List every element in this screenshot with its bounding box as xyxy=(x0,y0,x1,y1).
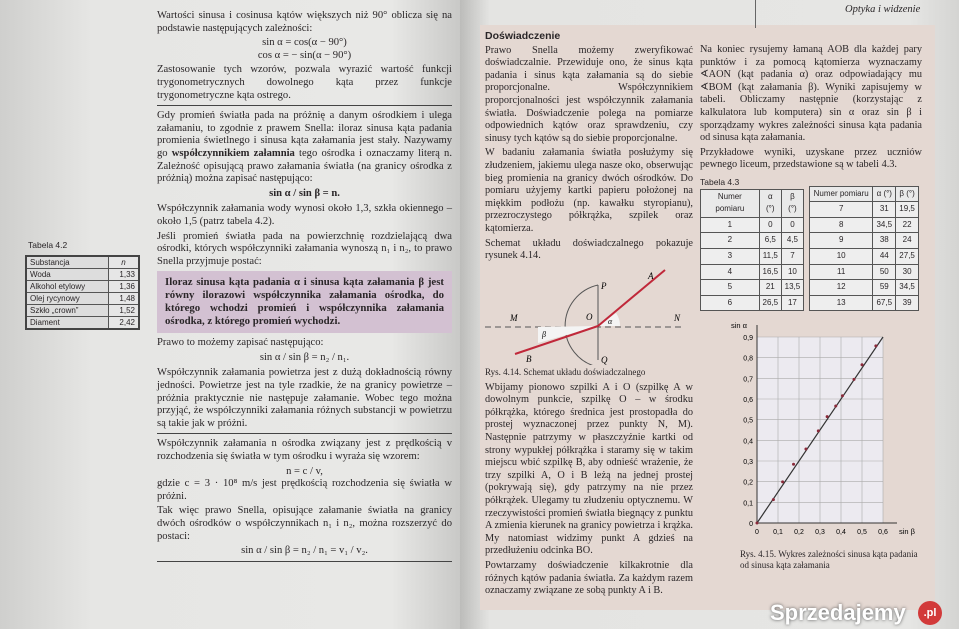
x-tick-label: 0,1 xyxy=(773,529,783,537)
data-point xyxy=(781,481,784,484)
table-row xyxy=(26,293,139,305)
table-row xyxy=(701,248,804,264)
table-cell: 11 xyxy=(810,264,873,280)
table-row xyxy=(26,305,139,317)
table-cell: 5 xyxy=(701,280,760,296)
y-tick-label: 0,2 xyxy=(743,479,753,487)
data-point xyxy=(792,463,795,466)
table-cell: Woda xyxy=(26,269,109,281)
table-cell: 8 xyxy=(810,217,873,233)
paragraph: Na koniec rysujemy łamaną AOB dla każdej pary punktów i za pomocą kątomierza wyznaczamy ∢AON (kąt padania α) oraz odpowiadający mu ∢BOM (kąt załamania β). Wyniki zapisujemy w tabeli. Obliczamy następnie (korzystając z kalkulatora lub komputera) sin α oraz sin β i sporządzamy wykres zależności sinusa kąta padania od sinusa kąta załamania. xyxy=(700,44,922,144)
table-row xyxy=(810,264,919,280)
figure-4-14-caption: Rys. 4.14. Schemat układu doświadczalnego xyxy=(485,366,646,377)
x-tick-label: 0,6 xyxy=(878,529,888,537)
table-cell: Olej rycynowy xyxy=(26,293,109,305)
c-text: gdzie c = 3 · 10⁸ m/s jest prędkością rozchodzenia się światła w próżni. xyxy=(157,478,452,502)
data-point xyxy=(804,448,807,451)
label-beta: β xyxy=(542,329,546,339)
figure-4-15-chart xyxy=(722,315,922,547)
x-tick-label: 0 xyxy=(755,529,759,537)
table-row xyxy=(810,295,919,311)
data-point xyxy=(853,378,856,381)
table-cell: 0 xyxy=(781,217,803,233)
table-cell: 1,48 xyxy=(109,293,139,305)
text: Gdy promień światła pada na próżnię a danym ośrodkiem i ulega załamaniu, to zgodnie z prawem Snella: iloraz sinusa kąta padania promienia świetlnego i sinusa kąta załamania jest stały. Nazywamy go xyxy=(157,110,452,159)
data-point xyxy=(826,415,829,418)
table-row xyxy=(810,233,919,249)
label-p: P xyxy=(601,280,607,291)
term: współczynnikiem załamnia xyxy=(171,147,295,159)
table-row xyxy=(26,269,139,281)
table-header xyxy=(701,189,804,217)
y-tick-label: 0 xyxy=(749,521,753,529)
table-cell: 1 xyxy=(701,217,760,233)
table-cell: 31 xyxy=(873,202,896,218)
y-tick-label: 0,7 xyxy=(743,376,753,384)
table-cell: 6 xyxy=(701,295,760,311)
y-tick-label: 0,1 xyxy=(743,500,753,508)
table-cell: 7 xyxy=(810,202,873,218)
header-cell: Numer pomiaru xyxy=(810,186,873,202)
law-callout: Iloraz sinusa kąta padania α i sinusa kąta załamania β jest równy ilorazowi współczynnika załamania ośrodka, do którego wchodzi promień i współczynnika załamania ośrodka, z którego promień wychodzi. xyxy=(157,271,452,333)
data-point xyxy=(861,363,864,366)
divider xyxy=(157,433,452,434)
divider xyxy=(157,561,452,562)
watermark-logo: Sprzedajemy xyxy=(770,600,906,625)
header-rule xyxy=(755,0,756,28)
table-cell: 3 xyxy=(701,248,760,264)
x-tick-label: 0,3 xyxy=(815,529,825,537)
trig-section xyxy=(157,10,452,102)
semicircle-outline xyxy=(565,285,598,365)
table-row xyxy=(701,217,804,233)
y-tick-label: 0,8 xyxy=(743,355,753,363)
data-point xyxy=(756,522,759,525)
left-text-column xyxy=(157,10,452,566)
table-cell: 22 xyxy=(896,217,919,233)
watermark-badge: .pl xyxy=(918,601,942,625)
table-header xyxy=(810,186,919,202)
table-cell: Szkło „crown” xyxy=(26,305,109,317)
table-cell: 19,5 xyxy=(896,202,919,218)
y-tick-label: 0,3 xyxy=(743,459,753,467)
snell-text xyxy=(157,110,452,186)
header-cell: α (°) xyxy=(873,186,896,202)
header-cell: Substancja xyxy=(26,256,109,269)
x-tick-label: 0,4 xyxy=(836,529,846,537)
paragraph: Schemat układu doświadczalnego pokazuje rysunek 4.14. xyxy=(485,237,693,262)
table-row xyxy=(810,202,919,218)
label-alpha: α xyxy=(608,316,613,326)
table-cell: 12 xyxy=(810,280,873,296)
table-row xyxy=(26,281,139,293)
snell-section xyxy=(157,110,452,200)
table-4-3-part1 xyxy=(700,189,804,312)
procedure-text xyxy=(485,382,693,598)
table-row xyxy=(810,280,919,296)
speed-section xyxy=(157,438,452,557)
paragraph: W badaniu załamania światła posłużymy się złudzeniem, jakiemu ulega nasze oko, obserwując bieg promienia na granicy dwóch ośrodków. Do pomiaru użyjemy kartki papieru położonej na miękkim podłożu (np. kawałku styropianu), przezroczystego półkrążka, szpilek oraz kątomierza. xyxy=(485,147,693,234)
table-cell: 17 xyxy=(781,295,803,311)
section-title: Doświadczenie xyxy=(485,30,561,42)
figure-4-14 xyxy=(480,265,690,365)
label-o: O xyxy=(586,311,593,322)
formula: sin α = cos(α − 90°) xyxy=(262,37,347,49)
paragraph: Powtarzamy doświadczenie kilkakrotnie dla różnych kątów padania światła. Za każdym razem oznaczamy związane ze sobą punkty A i B. xyxy=(485,560,693,597)
formula: n = c / v, xyxy=(286,465,323,477)
y-tick-label: 0,9 xyxy=(743,335,753,343)
table-cell: 9 xyxy=(810,233,873,249)
table-cell: 1,52 xyxy=(109,305,139,317)
right-column-1 xyxy=(485,30,693,600)
header-cell: β (°) xyxy=(896,186,919,202)
x-axis-label: sin β xyxy=(899,527,915,537)
table-cell: 1,36 xyxy=(109,281,139,293)
table-cell: Diament xyxy=(26,317,109,330)
header-cell: Numer pomiaru xyxy=(701,189,760,217)
table-cell: Alkohol etylowy xyxy=(26,281,109,293)
formula: cos α = − sin(α − 90°) xyxy=(257,49,352,61)
table-cell: 2 xyxy=(701,233,760,249)
law-text: Prawo to możemy zapisać następująco: xyxy=(157,337,324,349)
data-point xyxy=(841,394,844,397)
table-row xyxy=(701,264,804,280)
y-tick-label: 0,5 xyxy=(743,417,753,425)
speed-text: Współczynnik załamania n ośrodka związany jest z prędkością v rozchodzenia się światła w tym ośrodku i wyraża się wzorem: xyxy=(157,438,452,463)
table-cell: 34,5 xyxy=(896,280,919,296)
data-point xyxy=(772,498,775,501)
table-cell: 13 xyxy=(810,295,873,311)
table-4-2 xyxy=(25,255,140,330)
label-b: B xyxy=(526,353,532,364)
air-text: Współczynnik załamania powietrza jest z dużą dokładnością równy jedności. Powietrze jest na tyle rzadkie, że na granicy powietrze – próżnia praktycznie nie następuje załamanie. Wobec tego można przyjąć, że współczynniki załamania różnych substancji w powietrzu są takie jak w próżni. xyxy=(157,367,452,429)
data-point xyxy=(874,345,877,348)
figure-4-15-caption: Rys. 4.15. Wykres zależności sinusa kąta padania od sinusa kąta załamania xyxy=(740,549,918,571)
table-cell: 50 xyxy=(873,264,896,280)
data-point xyxy=(817,430,820,433)
table-row xyxy=(701,295,804,311)
running-head: Optyka i widzenie xyxy=(845,4,921,15)
table-cell: 59 xyxy=(873,280,896,296)
trig-text: Zastosowanie tych wzorów, pozwala wyrazić wartość funkcji trygonometrycznych dowolnego kąta przez funkcje trygonometryczne kąta ostrego. xyxy=(157,64,452,101)
table-4-2-title: Tabela 4.2 xyxy=(28,240,68,250)
table-cell: 7 xyxy=(781,248,803,264)
y-tick-label: 0,4 xyxy=(743,438,753,446)
formula: sin α / sin β = n₂ / n₁. xyxy=(259,351,350,363)
x-tick-label: 0,5 xyxy=(857,529,867,537)
header-cell: n xyxy=(109,256,139,269)
experiment-results-text xyxy=(700,44,922,172)
table-4-3-part2 xyxy=(809,186,919,312)
label-m: M xyxy=(510,312,518,323)
water-text: Współczynnik załamania wody wynosi około 1,3, szkła okiennego – około 1,5 (patrz tabela 4.2). xyxy=(157,203,452,227)
text: tego ośrodka i oznaczamy literą n. Zależność opisującą prawo załamania światła (na granicy ośrodka z próżnią) można zapisać następująco: xyxy=(157,147,452,185)
table-cell: 24 xyxy=(896,233,919,249)
media-section xyxy=(157,203,452,268)
extend-text: Tak więc prawo Snella, opisujące załamanie światła na granicy dwóch ośrodków o współczynnikach n₁ i n₂, można rozszerzyć do postaci: xyxy=(157,505,452,542)
table-cell: 10 xyxy=(810,248,873,264)
table-row xyxy=(26,317,139,330)
table-4-3-wrapper xyxy=(700,176,922,311)
table-cell: 4,5 xyxy=(781,233,803,249)
table-cell: 11,5 xyxy=(759,248,781,264)
table-cell: 27,5 xyxy=(896,248,919,264)
header-cell: β (°) xyxy=(781,189,803,217)
table-cell: 10 xyxy=(781,264,803,280)
table-cell: 6,5 xyxy=(759,233,781,249)
table-cell: 4 xyxy=(701,264,760,280)
table-row xyxy=(810,248,919,264)
table-cell: 34,5 xyxy=(873,217,896,233)
table-cell: 2,42 xyxy=(109,317,139,330)
two-media-text: Jeśli promień światła pada na powierzchnię rozdzielającą dwa ośrodki, których współczynniki załamania wynoszą n₁ i n₂, to prawo Snella przyjmuje postać: xyxy=(157,230,452,267)
table-cell: 38 xyxy=(873,233,896,249)
paragraph: Wbijamy pionowo szpilki A i O (szpilkę A w dowolnym punkcie, szpilkę O – w środku półkrążka, którego średnica jest prostopadła do prostej wyznaczonej przez punkty N, M). Następnie patrzymy w płaszczyźnie kartki od strony wypukłej półkrążka i staramy się w takim miejscu wbić szpilkę B, aby odnieść wrażenie, że trzy szpilki A, O i B leżą na jednej prostej (pokrywają się), gdy patrzymy na nie przez półkrążek. Ulegamy tu złudzeniu optycznemu. W rzeczywistości promień światła biegnący z punktu A zmienia kierunek na granicy powietrza i krążka. My natomiast widzimy punkt A gdzieś na przedłużeniu odcinka BO. xyxy=(485,381,693,557)
table-header xyxy=(26,256,139,269)
label-q: Q xyxy=(601,354,608,365)
formula: sin α / sin β = n. xyxy=(269,187,340,199)
table-cell: 67,5 xyxy=(873,295,896,311)
y-axis-label: sin α xyxy=(731,321,748,331)
paragraph: Przykładowe wyniki, uzyskane przez uczniów pewnego liceum, przedstawione są w tabeli 4.3. xyxy=(700,146,922,171)
table-cell: 30 xyxy=(896,264,919,280)
table-cell: 39 xyxy=(896,295,919,311)
y-tick-label: 0,6 xyxy=(743,397,753,405)
experiment-intro xyxy=(485,45,693,263)
table-cell: 16,5 xyxy=(759,264,781,280)
data-point xyxy=(834,405,837,408)
header-cell: α (°) xyxy=(759,189,781,217)
divider xyxy=(157,105,452,106)
paragraph: Prawo Snella możemy zweryfikować doświadczalnie. Przewiduje ono, że sinus kąta padania i sinus kąta załamania są do siebie proporcjonalne. Współczynnikiem proporcjonalności jest współczynnik załamania światła. Doświadczenie polega na pomiarze odpowiednich kątów oraz sprawdzeniu, czy sinusy tych kątów są do siebie proporcjonalne. xyxy=(485,44,693,144)
table-cell: 26,5 xyxy=(759,295,781,311)
x-tick-label: 0,2 xyxy=(794,529,804,537)
table-4-3-title: Tabela 4.3 xyxy=(700,176,740,187)
table-row xyxy=(701,280,804,296)
law-section xyxy=(157,337,452,364)
table-row xyxy=(810,217,919,233)
right-column-2 xyxy=(700,44,922,575)
table-cell: 44 xyxy=(873,248,896,264)
trig-text: Wartości sinusa i cosinusa kątów większych niż 90° oblicza się na podstawie następujących zależności: xyxy=(157,10,452,34)
label-n: N xyxy=(674,312,681,323)
label-a: A xyxy=(648,270,654,281)
table-4-3-left xyxy=(700,176,804,311)
formula: sin α / sin β = n₂ / n₁ = v₁ / v₂. xyxy=(241,545,368,557)
table-cell: 1,33 xyxy=(109,269,139,281)
table-cell: 13,5 xyxy=(781,280,803,296)
table-row xyxy=(701,233,804,249)
table-cell: 0 xyxy=(759,217,781,233)
table-cell: 21 xyxy=(759,280,781,296)
